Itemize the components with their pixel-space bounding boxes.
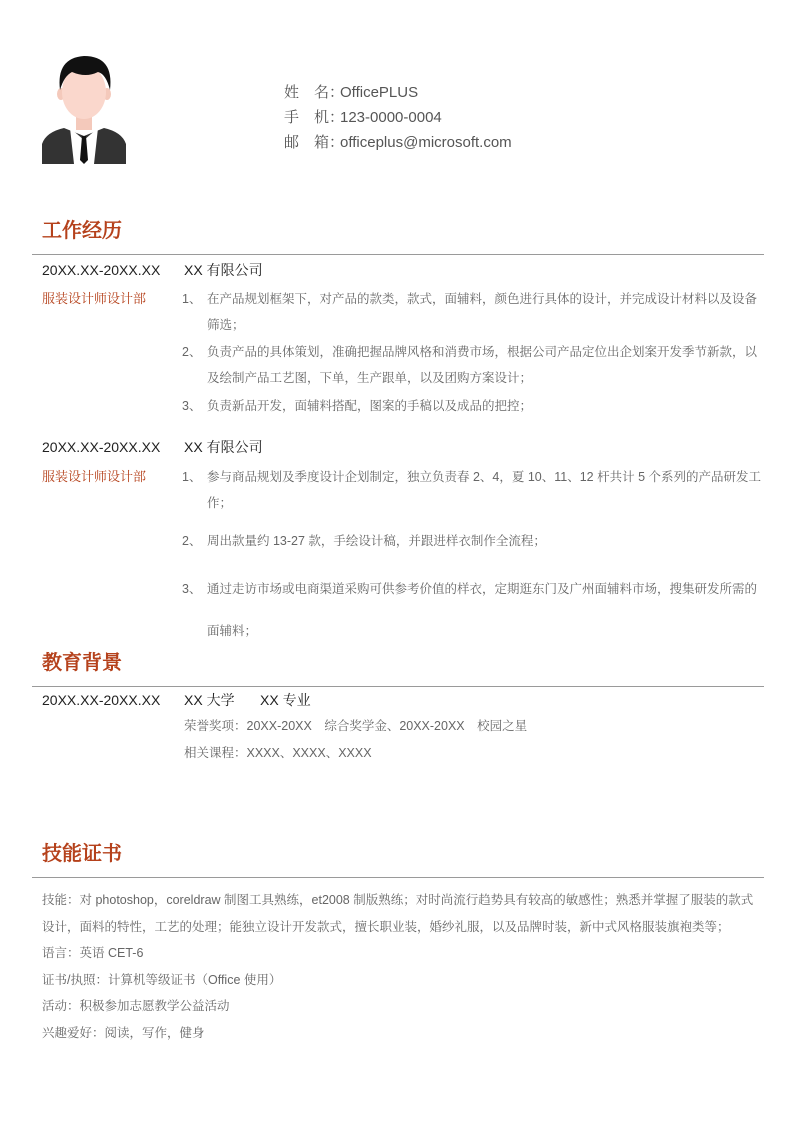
duty-text: 周出款量约 13-27 款，手绘设计稿，并跟进样衣制作全流程； (207, 534, 546, 548)
contact-name-row (284, 80, 512, 105)
duty-text: 在产品规划框架下，对产品的款类，款式，面辅料，颜色进行具体的设计，并完成设计材料以及设备筛选； (207, 292, 758, 332)
education-school: XX 大学 (184, 692, 235, 708)
duty-item (182, 528, 762, 554)
contact-phone-row (284, 105, 512, 130)
duty-text: 参与商品规划及季度设计企划制定，独立负责春 2、4，夏 10、11、12 杆共计 5 个系列的产品研发工作； (207, 470, 762, 510)
contact-email-row (284, 130, 512, 155)
education-honors: 荣誉奖项：20XX-20XX 综合奖学金、20XX-20XX 校园之星 (184, 719, 528, 733)
duty-number: 1、 (182, 470, 202, 484)
email-label: 邮 箱： (284, 134, 345, 151)
duty-number: 1、 (182, 292, 202, 306)
section-title-skills: 技能证书 (42, 843, 122, 865)
education-date: 20XX.XX-20XX.XX (42, 692, 161, 708)
duty-text: 负责新品开发，面辅料搭配，图案的手稿以及成品的把控； (207, 399, 533, 413)
section-divider (32, 686, 764, 687)
duty-number: 2、 (182, 534, 202, 548)
duty-item (182, 464, 762, 516)
skills-text: 技能：对 photoshop，coreldraw 制图工具熟练，et2008 制版熟练；对时尚流行趋势具有较高的敏感性；熟悉并掌握了服装的款式设计，面料的特性，工艺的处理；能独立设计开发款式，擅长职业装，婚纱礼服，以及品牌时装，新中式风格服装旗袍类等； (42, 893, 754, 934)
certificate-text: 证书/执照：计算机等级证书（Office 使用） (42, 972, 282, 987)
education-major: XX 专业 (260, 692, 311, 708)
activity-text: 活动：积极参加志愿教学公益活动 (42, 999, 230, 1013)
job-date: 20XX.XX-20XX.XX (42, 439, 161, 455)
duty-item (182, 339, 762, 391)
duty-item (182, 286, 762, 338)
section-title-work: 工作经历 (42, 220, 122, 242)
section-title-education: 教育背景 (42, 652, 122, 674)
skills-block (42, 887, 762, 1046)
duty-item (182, 568, 762, 652)
duty-item (182, 393, 762, 419)
contact-info (284, 80, 512, 155)
section-divider (32, 254, 764, 255)
hobby-text: 兴趣爱好：阅读，写作，健身 (42, 1025, 205, 1040)
name-label: 姓 名： (284, 84, 345, 101)
language-text: 语言：英语 CET-6 (42, 946, 144, 960)
job-role: 服装设计师设计部 (42, 291, 147, 306)
education-courses: 相关课程：XXXX、XXXX、XXXX (184, 746, 372, 760)
section-divider (32, 877, 764, 878)
duty-text: 负责产品的具体策划，准确把握品牌风格和消费市场，根据公司产品定位出企划案开发季节新款，以及绘制产品工艺图，下单，生产跟单，以及团购方案设计； (207, 345, 758, 385)
avatar (42, 48, 126, 164)
phone-value: 123-0000-0004 (340, 109, 442, 126)
duty-number: 3、 (182, 399, 202, 413)
name-value: OfficePLUS (340, 84, 419, 101)
phone-label: 手 机： (284, 109, 345, 126)
duty-text: 通过走访市场或电商渠道采购可供参考价值的样衣，定期逛东门及广州面辅料市场，搜集研发所需的面辅料； (207, 582, 758, 638)
job-date: 20XX.XX-20XX.XX (42, 262, 161, 278)
duty-number: 2、 (182, 345, 202, 359)
job-company: XX 有限公司 (184, 439, 263, 455)
duty-number: 3、 (182, 582, 202, 596)
job-company: XX 有限公司 (184, 262, 263, 278)
email-value: officeplus@microsoft.com (340, 134, 512, 151)
job-role: 服装设计师设计部 (42, 469, 147, 484)
